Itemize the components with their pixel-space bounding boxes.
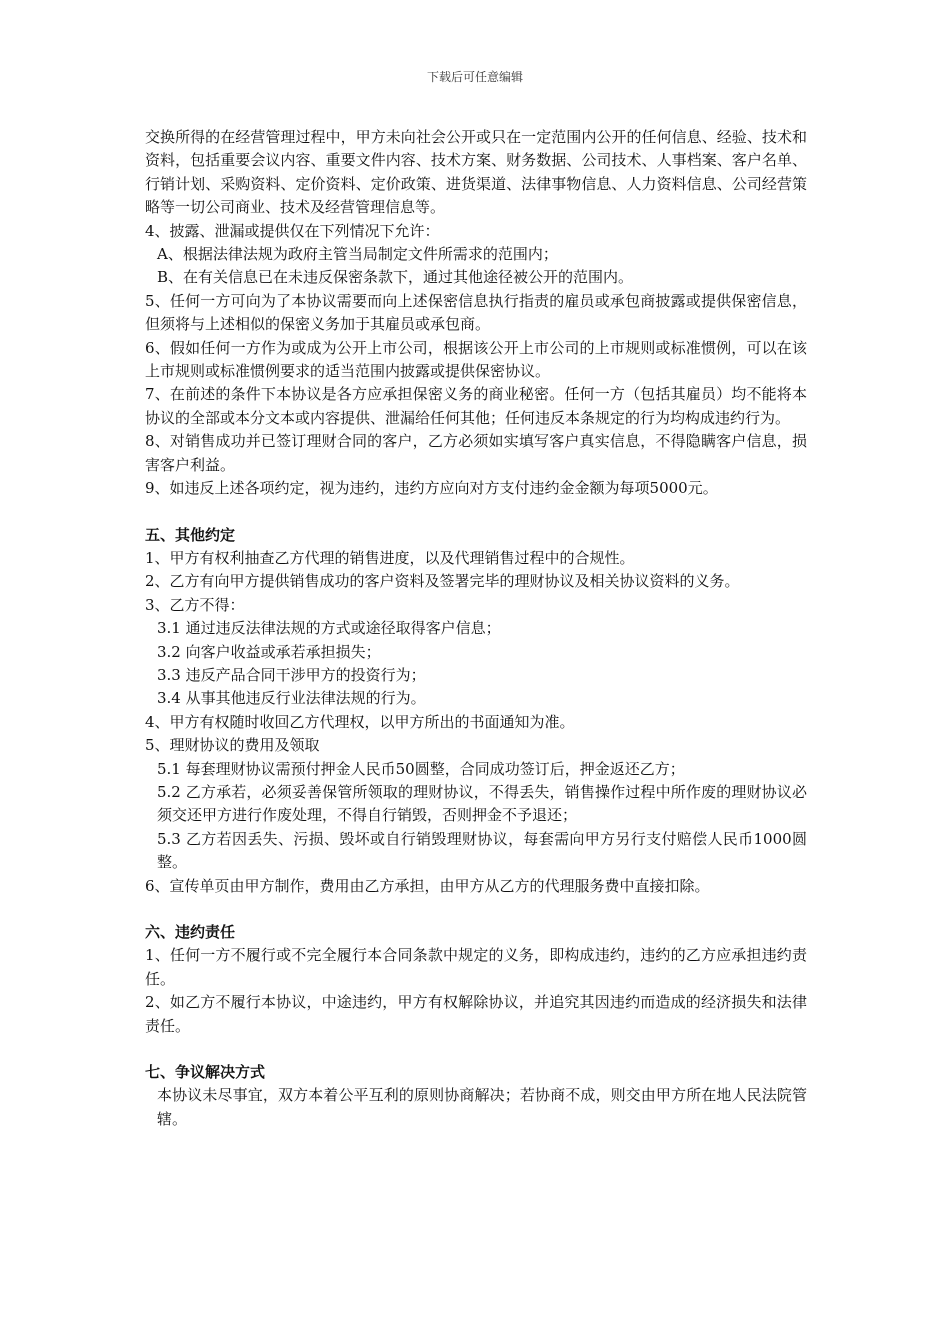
sub-clause: 本协议未尽事宜，双方本着公平互利的原则协商解决；若协商不成，则交由甲方所在地人民法院管辖。	[157, 1086, 807, 1128]
clause-paragraph: 8、对销售成功并已签订理财合同的客户，乙方必须如实填写客户真实信息，不得隐瞒客户信息，损害客户利益。	[145, 432, 807, 474]
clause-paragraph: 交换所得的在经营管理过程中，甲方未向社会公开或只在一定范围内公开的任何信息、经验、技术和资料，包括重要会议内容、重要文件内容、技术方案、财务数据、公司技术、人事档案、客户名单、行销计划、采购资料、定价资料、定价政策、进货渠道、法律事物信息、人力资料信息、公司经营策略等一切公司商业、技术及经营管理信息等。	[145, 128, 807, 217]
clause-paragraph: 5、理财协议的费用及领取	[145, 736, 320, 755]
clause-paragraph: 1、任何一方不履行或不完全履行本合同条款中规定的义务，即构成违约，违约的乙方应承担违约责任。	[145, 946, 807, 988]
sub-clause: B、在有关信息已在未违反保密条款下，通过其他途径被公开的范围内。	[157, 268, 634, 287]
clause-paragraph: 3、乙方不得：	[145, 595, 245, 614]
clause-paragraph: 5、任何一方可向为了本协议需要而向上述保密信息执行指责的雇员或承包商披露或提供保密信息，但须将与上述相似的保密义务加于其雇员或承包商。	[145, 291, 807, 334]
clause-paragraph: 7、在前述的条件下本协议是各方应承担保密义务的商业秘密。任何一方（包括其雇员）均不能将本协议的全部或本分文本或内容提供、泄漏给任何其他；任何违反本条规定的行为均构成违约行为。	[145, 385, 807, 427]
clause-paragraph: 4、披露、泄漏或提供仅在下列情况下允许：	[145, 221, 440, 240]
sub-clause: 5.2 乙方承若，必须妥善保管所领取的理财协议，不得丢失，销售操作过程中所作废的理财协议必须交还甲方进行作废处理，不得自行销毁，否则押金不予退还；	[157, 782, 807, 825]
sub-clause: 3.1 通过违反法律法规的方式或途径取得客户信息；	[157, 619, 501, 638]
document-body	[145, 126, 807, 1131]
section-title: 六、违约责任	[145, 923, 236, 941]
clause-paragraph: 6、假如任何一方作为或成为公开上市公司，根据该公开上市公司的上市规则或标准惯例，可以在该上市规则或标准惯例要求的适当范围内披露或提供保密协议。	[145, 338, 807, 381]
sub-clause: 3.4 从事其他违反行业法律法规的行为。	[157, 689, 426, 708]
clause-paragraph: 2、乙方有向甲方提供销售成功的客户资料及签署完毕的理财协议及相关协议资料的义务。	[145, 572, 740, 591]
sub-clause: 3.2 向客户收益或承若承担损失；	[157, 642, 381, 661]
page-header: 下载后可任意编辑	[426, 70, 523, 84]
clause-paragraph: 6、宣传单页由甲方制作，费用由乙方承担，由甲方从乙方的代理服务费中直接扣除。	[145, 876, 710, 895]
clause-paragraph: 1、甲方有权利抽查乙方代理的销售进度，以及代理销售过程中的合规性。	[145, 548, 635, 567]
sub-clause: 5.3 乙方若因丢失、污损、毁坏或自行销毁理财协议，每套需向甲方另行支付赔偿人民币1000圆整。	[157, 829, 807, 872]
section-title: 五、其他约定	[145, 525, 236, 544]
sub-clause: 5.1 每套理财协议需预付押金人民币50圆整，合同成功签订后，押金返还乙方；	[157, 759, 685, 778]
sub-clause: 3.3 违反产品合同干涉甲方的投资行为；	[157, 665, 426, 684]
clause-paragraph: 9、如违反上述各项约定，视为违约，违约方应向对方支付违约金金额为每项5000元。	[145, 479, 718, 498]
sub-clause: A、根据法律法规为政府主管当局制定文件所需求的范围内；	[157, 245, 558, 264]
section-title: 七、争议解决方式	[145, 1063, 266, 1082]
clause-paragraph: 2、如乙方不履行本协议，中途违约，甲方有权解除协议，并追究其因违约而造成的经济损失和法律责任。	[145, 993, 807, 1035]
clause-paragraph: 4、甲方有权随时收回乙方代理权，以甲方所出的书面通知为准。	[145, 712, 575, 731]
